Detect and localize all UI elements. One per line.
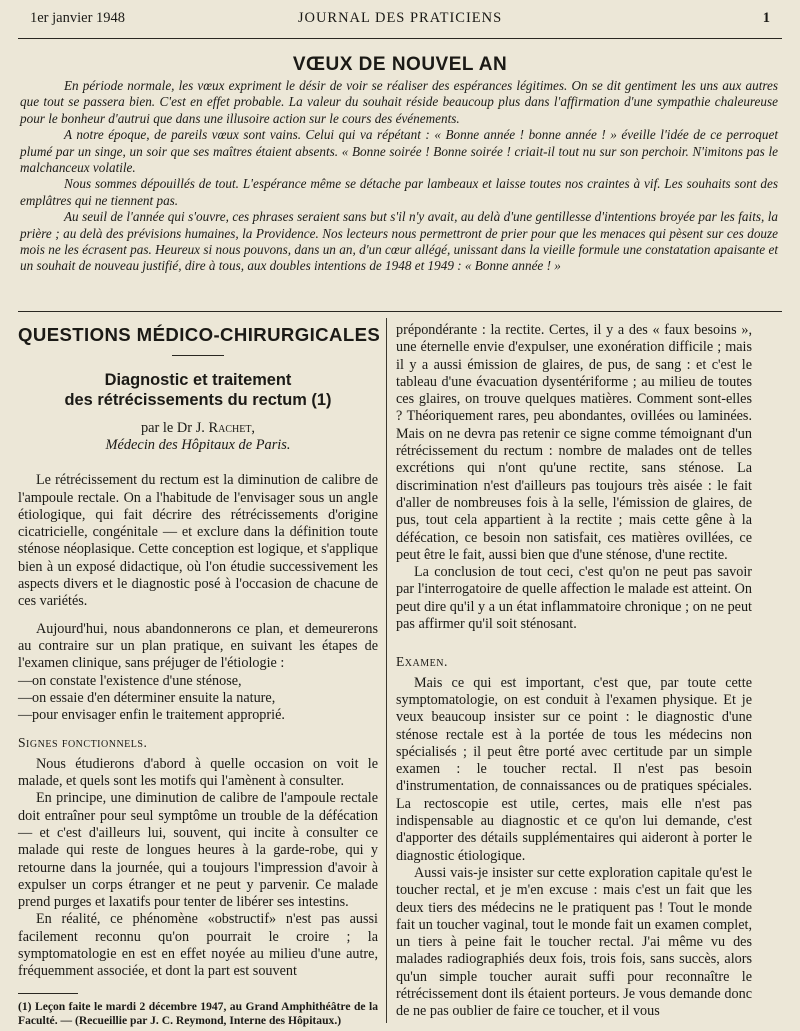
body-paragraph: En principe, une diminution de calibre de l'ampoule rectale doit entraîner pour seul symptôme un trouble de la défécation — et c'est d'ailleurs lui, souvent, qui incite à consulter ce malade qui reste de longues heures à la garde-robe, qui y retourne dans la journée, qui a toujours l'impression d'avoir à expulser un corps étranger et ne peut y parvenir. Ce malade prend purges et laxatifs pour tenter de libérer ses intestins.: [18, 790, 378, 911]
article-title-line: des rétrécissements du rectum (1): [64, 391, 332, 410]
steps-list: [18, 673, 378, 725]
voeux-paragraph: En période normale, les vœux expriment le désir de voir se réaliser des espérances légitimes. On se dit gentiment les uns aux autres que tout se passera bien. C'est en effet probable. La valeur du souhait réside beaucoup plus dans l'affirmation d'une sympathie chaleureuse pour le bonheur d'autrui que dans une illusoire action sur le cours des événements.: [20, 78, 778, 126]
byline: [18, 420, 378, 454]
body-paragraph: Le rétrécissement du rectum est la diminution de calibre de l'ampoule rectale. On a l'habitude de l'envisager sous un angle étiologique, qui fait décrire des rétrécissements d'origine cicatricielle, congénitale — et exclure dans la définition toute sténose néoplasique. Cette conception est logique, et s'applique bien à un exposé didactique, où l'on étudie successivement les aspects divers et le diagnostic posé à l'occasion de chacune de ces variétés.: [18, 472, 378, 610]
voeux-paragraph: A notre époque, de pareils vœux sont vains. Celui qui va répétant : « Bonne année ! bonne année ! » éveille l'idée de ce perroquet plumé par un singe, un soir que ses maîtres étaient absents. « Bonne soirée ! Bonne soirée ! criait-il tout nu sur son perchoir. N'imitons pas le malchanceux volatile.: [20, 127, 778, 176]
body-paragraph: Nous étudierons d'abord à quelle occasion on voit le malade, et quels sont les motifs qui l'amènent à consulter.: [18, 755, 378, 790]
header-rule: [18, 38, 782, 39]
page-header: [30, 6, 770, 32]
body-paragraph: Aussi vais-je insister sur cette exploration capitale qu'est le toucher rectal, et je m'en excuse : mais c'est un fait que les deux tiers des médecins ne le pratiquent pas ! Tout le monde fait un toucher vaginal, tout le monde fait un examen complet, un tiers à peine fait le toucher rectal. J'ai même vu des malades radiographiés deux fois, trois fois, sans succès, alors qu'un simple toucher aurait suffi pour reconnaître le rétrécissement dont ils étaient porteurs. Je vous demande donc de ne pas oublier de faire ce toucher, et il vous: [396, 864, 752, 1020]
section-title: QUESTIONS MÉDICO-CHIRURGICALES: [18, 324, 381, 345]
author-name: Rachet,: [208, 420, 256, 437]
article-title-line: Diagnostic et traitement: [104, 371, 292, 390]
subheading-examen: Examen.: [396, 654, 448, 670]
byline-prefix: par le Dr J.: [140, 420, 205, 437]
body-paragraph: Aujourd'hui, nous abandonnerons ce plan, et demeurerons au contraire sur un plan pratique, en suivant les étapes de l'examen clinique, sans préjuger de l'étiologie :: [18, 620, 378, 672]
body-paragraph: prépondérante : la rectite. Certes, il y a des « faux besoins », une éternelle envie d'expulser, une exonération difficile ; mais il y a aussi émission de glaires, de pus, de sang : et c'est le tableau d'une évacuation dysentériforme ; au milieu de toutes ces glaires, on trouve quelques matières. Comment sont-elles ? Théoriquement rares, peu abondantes, ovillées ou laminées. Mais on ne devra pas retenir ce signe comme témoignant d'un rétrécissement du rectum : nombre de malades ont de telles excrétions qui n'ont qu'une rectite, sans sténose. La discrimination n'est d'ailleurs pas toujours très aisée : le fait d'aller de nombreuses fois à la selle, l'émission de glaires, de pus, tout cela appartient à la rectite ; mais cette gêne à la défécation, ce besoin non satisfait, ces matières ovillées, ce peut être le fait, aussi bien que d'une sténose, d'une rectite.: [396, 322, 752, 563]
right-column: [396, 322, 752, 1021]
column-divider: [386, 318, 387, 1023]
journal-title: JOURNAL DES PRATICIENS: [297, 10, 503, 26]
subheading-signes: Signes fonctionnels.: [18, 735, 148, 751]
left-column: [18, 322, 381, 1028]
body-paragraph: La conclusion de tout ceci, c'est qu'on ne peut pas savoir par l'interrogatoire de quelle affection le malade est atteint. On peut dire qu'il y a un état inflammatoire chronique ; on ne peut pas affirmer qu'il soit sténosant.: [396, 564, 752, 633]
page-number: 1: [762, 10, 770, 26]
issue-date: 1er janvier 1948: [30, 10, 126, 26]
list-item: — on constate l'existence d'une sténose,: [18, 673, 378, 690]
voeux-editorial: [20, 78, 778, 275]
voeux-title: VŒUX DE NOUVEL AN: [292, 54, 508, 75]
section-rule: [18, 311, 782, 312]
list-item: — pour envisager enfin le traitement approprié.: [18, 707, 378, 724]
voeux-paragraph: Nous sommes dépouillés de tout. L'espérance même se détache par lambeaux et laisse toutes nos craintes à vif. Les souhaits sont des emplâtres qui ne tiennent pas.: [20, 176, 778, 208]
body-paragraph: En réalité, ce phénomène «obstructif» n'est pas aussi facilement reconnu qu'on pourrait le croire ; la symptomatologie en est en effet noyée au milieu d'une autre, fréquemment associée, et dont la part est souvent: [18, 911, 378, 980]
article-title: [18, 370, 378, 410]
author-affiliation: Médecin des Hôpitaux de Paris.: [105, 437, 291, 454]
title-rule: [172, 355, 224, 356]
body-paragraph: Mais ce qui est important, c'est que, par toute cette symptomatologie, on est conduit à l'examen physique. Et je veux beaucoup insister sur ce point : le diagnostic d'une sténose rectale est à la portée de tous les médecins non spécialisés ; il peut être porté avec certitude par un simple examen : le toucher rectal. Il n'est pas besoin d'instrumentation, de connaissances ou de pratiques spéciales. La rectoscopie est utile, certes, mais elle n'est pas indispensable au diagnostic et ce qu'on lui demande, c'est d'apporter des détails supplémentaires qui aideront à porter le diagnostic étiologique.: [396, 674, 752, 864]
footnote: (1) Leçon faite le mardi 2 décembre 1947, au Grand Amphithéâtre de la Faculté. — (Recueillie par J. C. Reymond, Interne des Hôpitaux.): [18, 999, 378, 1027]
footnote-rule: [18, 993, 78, 994]
list-item: — on essaie d'en déterminer ensuite la nature,: [18, 690, 378, 707]
voeux-paragraph: Au seuil de l'année qui s'ouvre, ces phrases seraient sans but s'il n'y avait, au delà d'une gentillesse d'intentions broyée par les faits, la prière ; au delà des prévisions humaines, la Providence. Nos lecteurs nous permettront de prier pour que les menaces qui pèsent sur ces douze mois ne les écrasent pas. Heureux si nous pouvons, dans un an, d'un cœur allégé, unissant dans la vieille formule une constatation apaisante et un souhait de nouveau justifié, dire à tous, aux doubles intentions de 1948 et 1949 : « Bonne année ! »: [20, 209, 778, 274]
